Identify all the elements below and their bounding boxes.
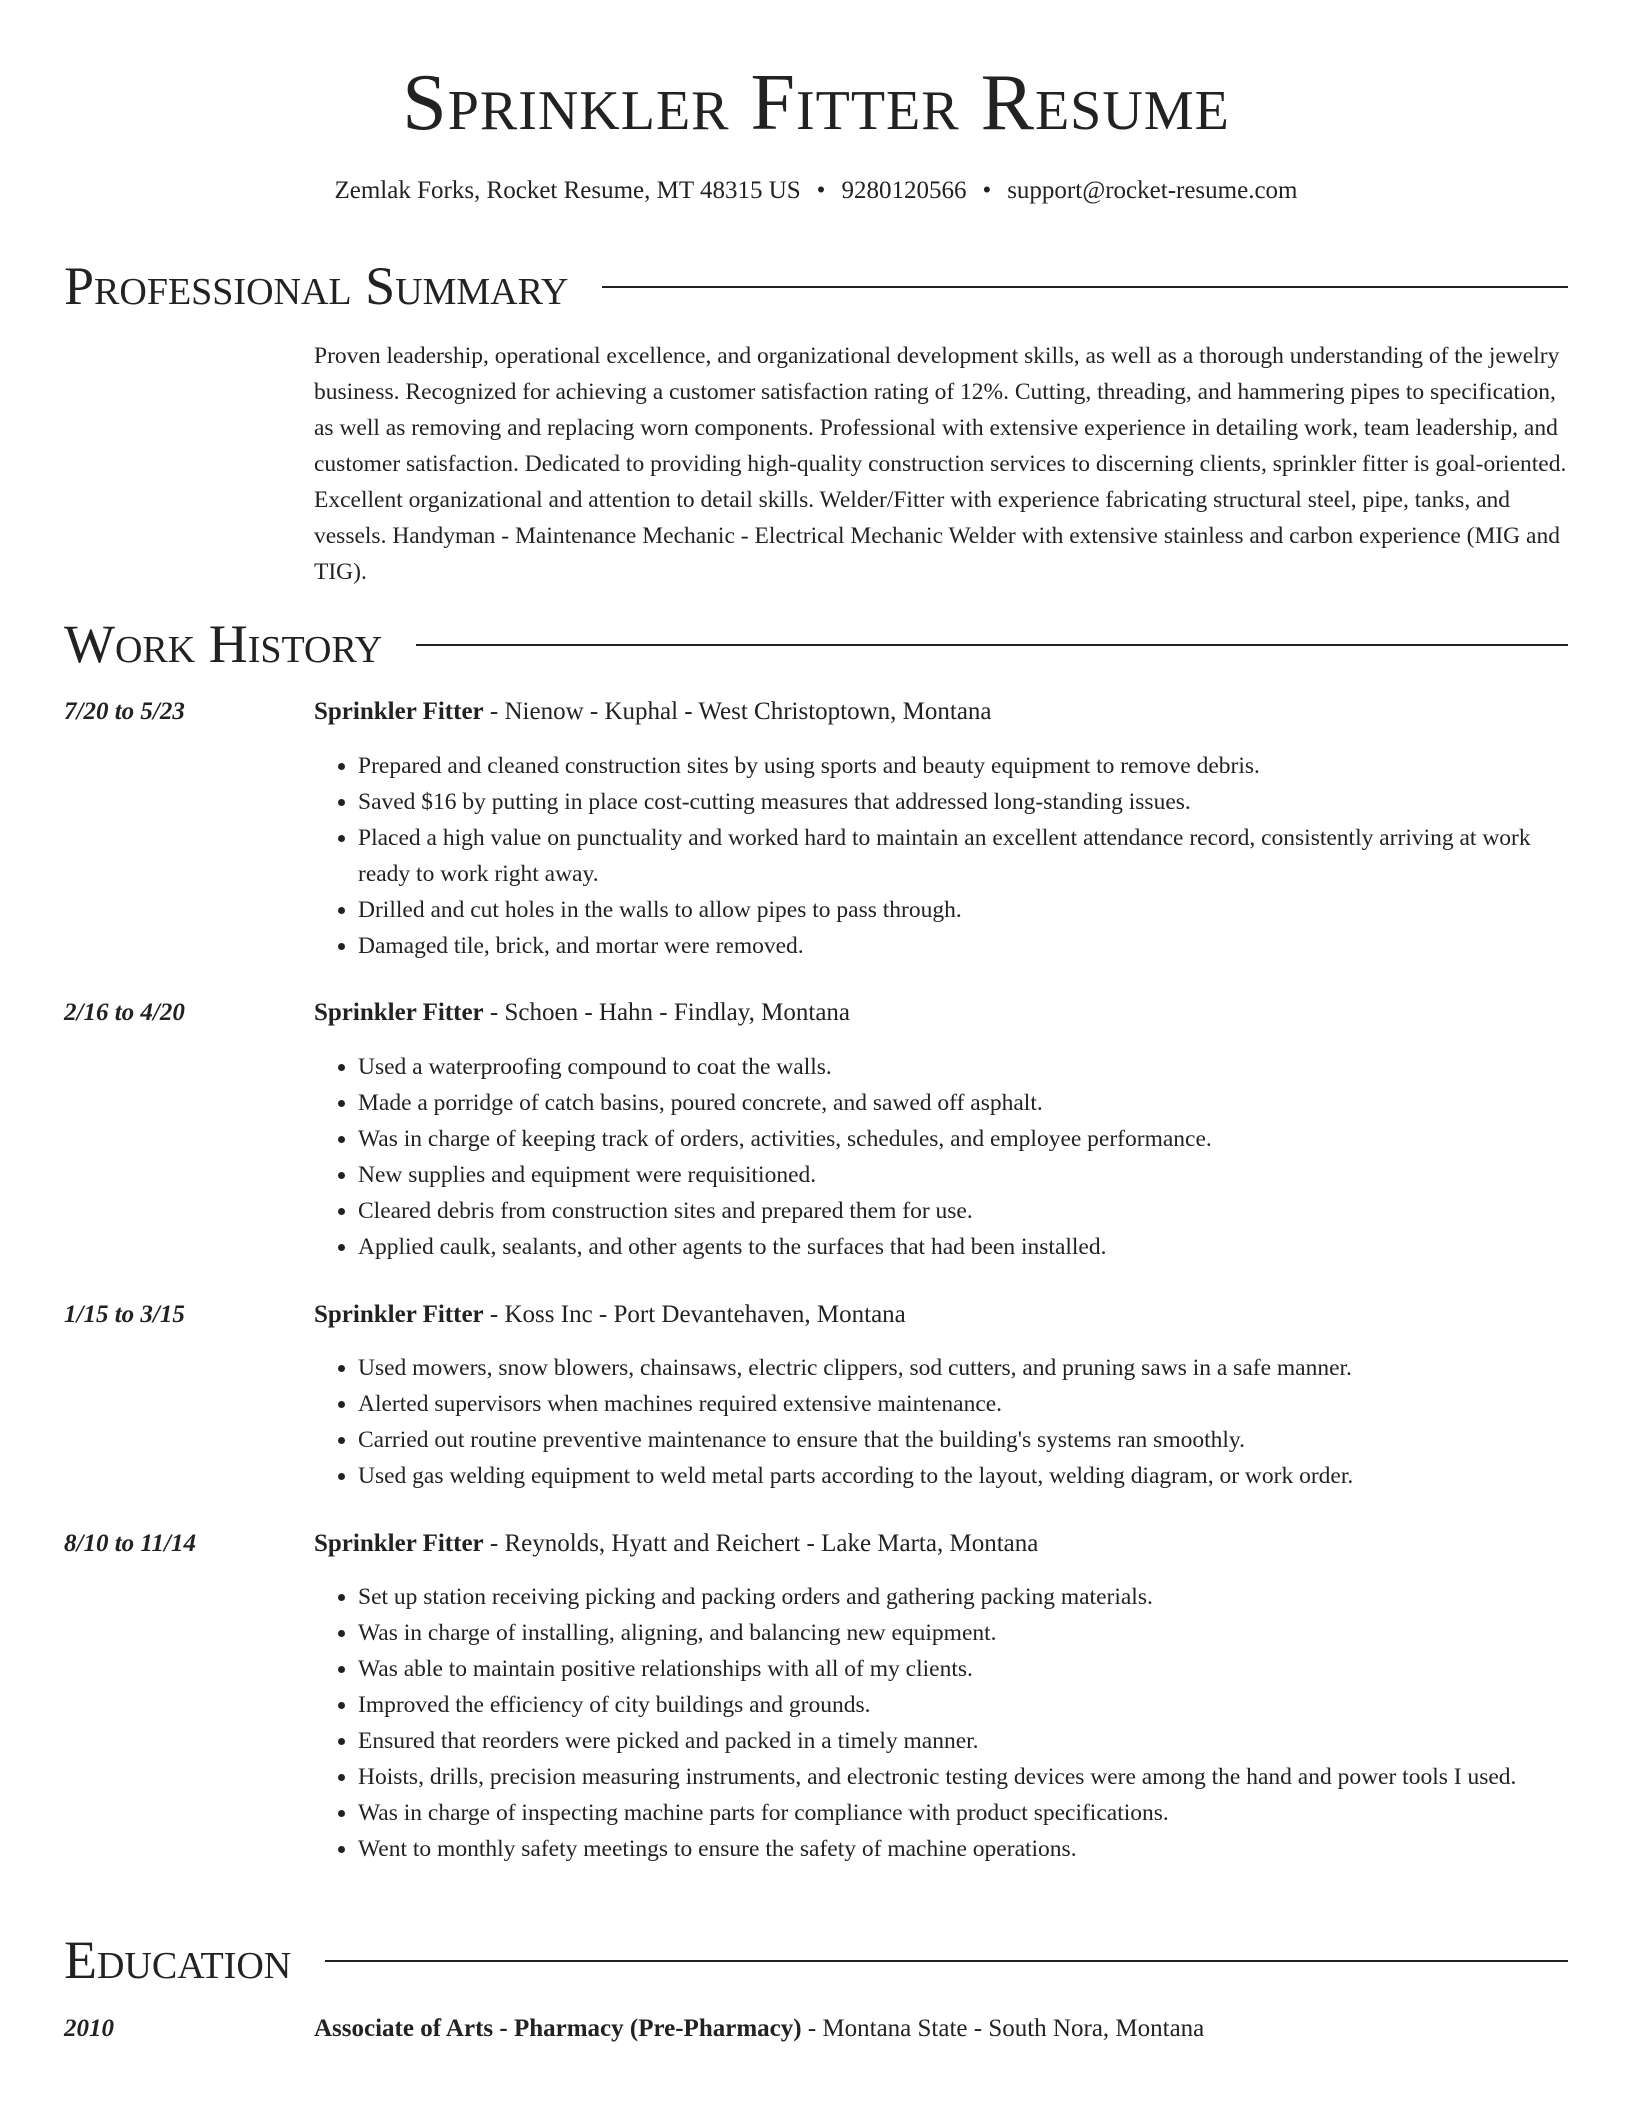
job-bullet: • Prepared and cleaned construction sites by using sports and beauty equipment to remove debris. xyxy=(358,748,1568,784)
job-bullet: • Hoists, drills, precision measuring instruments, and electronic testing devices were among the hand and power tools I used. xyxy=(358,1759,1568,1795)
job-bullet: • Was able to maintain positive relationships with all of my clients. xyxy=(358,1651,1568,1687)
job-bullet: • Went to monthly safety meetings to ensure the safety of machine operations. xyxy=(358,1831,1568,1867)
job-bullet: • Used a waterproofing compound to coat the walls. xyxy=(358,1049,1568,1085)
job-header xyxy=(314,1300,906,1330)
job-dates: 1/15 to 3/15 xyxy=(64,1301,185,1328)
job-details: - Nienow - Kuphal - West Christoptown, Montana xyxy=(483,698,992,725)
section-divider xyxy=(325,1960,1568,1962)
section-divider xyxy=(602,286,1568,288)
contact-email[interactable]: support@rocket-resume.com xyxy=(1007,177,1298,204)
section-header-work-history xyxy=(64,612,1568,676)
section-header-education xyxy=(64,1928,1568,1992)
job-details: - Reynolds, Hyatt and Reichert - Lake Marta, Montana xyxy=(483,1530,1039,1557)
summary-text: Proven leadership, operational excellence, and organizational development skills, as well as a thorough understanding of the jewelry business. Recognized for achieving a customer satisfaction rating of 12%. Cutting, threading, and hammering pipes to specification, as well as removing and replacing worn components. Professional with extensive experience in detailing work, team leadership, and customer satisfaction. Dedicated to providing high-quality construction services to discerning clients, sprinkler fitter is goal-oriented. Excellent organizational and attention to detail skills. Welder/Fitter with experience fabricating structural steel, pipe, tanks, and vessels. Handyman - Maintenance Mechanic - Electrical Mechanic Welder with extensive stainless and carbon experience (MIG and TIG). xyxy=(314,343,1567,585)
job-bullet-list xyxy=(314,1049,1568,1265)
job-bullet: • Used mowers, snow blowers, chainsaws, electric clippers, sod cutters, and pruning saws in a safe manner. xyxy=(358,1350,1568,1386)
education-entry xyxy=(314,2014,1204,2044)
job-bullet: • Made a porridge of catch basins, poured concrete, and sawed off asphalt. xyxy=(358,1085,1568,1121)
job-header xyxy=(314,998,850,1028)
contact-separator: • xyxy=(816,177,826,204)
job-bullet: • Was in charge of keeping track of orders, activities, schedules, and employee performance. xyxy=(358,1121,1568,1157)
section-header-summary xyxy=(64,254,1568,318)
job-dates: 2/16 to 4/20 xyxy=(64,999,185,1026)
job-details: - Schoen - Hahn - Findlay, Montana xyxy=(483,999,851,1026)
job-bullet: • Set up station receiving picking and packing orders and gathering packing materials. xyxy=(358,1579,1568,1615)
job-bullet: • Cleared debris from construction sites and prepared them for use. xyxy=(358,1193,1568,1229)
contact-separator: • xyxy=(982,177,992,204)
job-bullet: • New supplies and equipment were requisitioned. xyxy=(358,1157,1568,1193)
section-title: Professional Summary xyxy=(64,256,569,316)
contact-address: Zemlak Forks, Rocket Resume, MT 48315 US xyxy=(334,177,801,204)
education-details: - Montana State - South Nora, Montana xyxy=(801,2015,1205,2042)
job-bullet: • Saved $16 by putting in place cost-cutting measures that addressed long-standing issues. xyxy=(358,784,1568,820)
contact-phone: 9280120566 xyxy=(841,177,967,204)
job-bullet: • Drilled and cut holes in the walls to allow pipes to pass through. xyxy=(358,892,1568,928)
job-bullet: • Was in charge of installing, aligning, and balancing new equipment. xyxy=(358,1615,1568,1651)
job-bullet-list xyxy=(314,1350,1568,1494)
job-role: Sprinkler Fitter xyxy=(314,698,484,725)
job-header xyxy=(314,1529,1038,1559)
contact-line xyxy=(0,176,1632,206)
education-degree: Associate of Arts - Pharmacy (Pre-Pharmacy) xyxy=(314,2015,802,2042)
job-bullet: • Was in charge of inspecting machine parts for compliance with product specifications. xyxy=(358,1795,1568,1831)
job-dates: 8/10 to 11/14 xyxy=(64,1530,196,1557)
job-role: Sprinkler Fitter xyxy=(314,999,484,1026)
job-bullet: • Damaged tile, brick, and mortar were removed. xyxy=(358,928,1568,964)
job-bullet: • Used gas welding equipment to weld metal parts according to the layout, welding diagram, or work order. xyxy=(358,1458,1568,1494)
section-title: Education xyxy=(64,1930,292,1990)
job-bullet-list xyxy=(314,748,1568,964)
job-dates: 7/20 to 5/23 xyxy=(64,698,185,725)
job-bullet: • Carried out routine preventive maintenance to ensure that the building's systems ran smoothly. xyxy=(358,1422,1568,1458)
section-title: Work History xyxy=(64,614,383,674)
job-bullet: • Applied caulk, sealants, and other agents to the surfaces that had been installed. xyxy=(358,1229,1568,1265)
job-role: Sprinkler Fitter xyxy=(314,1301,484,1328)
section-divider xyxy=(416,644,1568,646)
job-bullet: • Improved the efficiency of city buildings and grounds. xyxy=(358,1687,1568,1723)
education-year: 2010 xyxy=(64,2015,114,2042)
job-bullet: • Alerted supervisors when machines required extensive maintenance. xyxy=(358,1386,1568,1422)
resume-title: Sprinkler Fitter Resume xyxy=(402,59,1230,147)
job-bullet: • Placed a high value on punctuality and worked hard to maintain an excellent attendance record, consistently arriving at work ready to work right away. xyxy=(358,820,1568,892)
job-role: Sprinkler Fitter xyxy=(314,1530,484,1557)
job-details: - Koss Inc - Port Devantehaven, Montana xyxy=(483,1301,906,1328)
job-header xyxy=(314,697,992,727)
job-bullet: • Ensured that reorders were picked and packed in a timely manner. xyxy=(358,1723,1568,1759)
job-bullet-list xyxy=(314,1579,1568,1867)
